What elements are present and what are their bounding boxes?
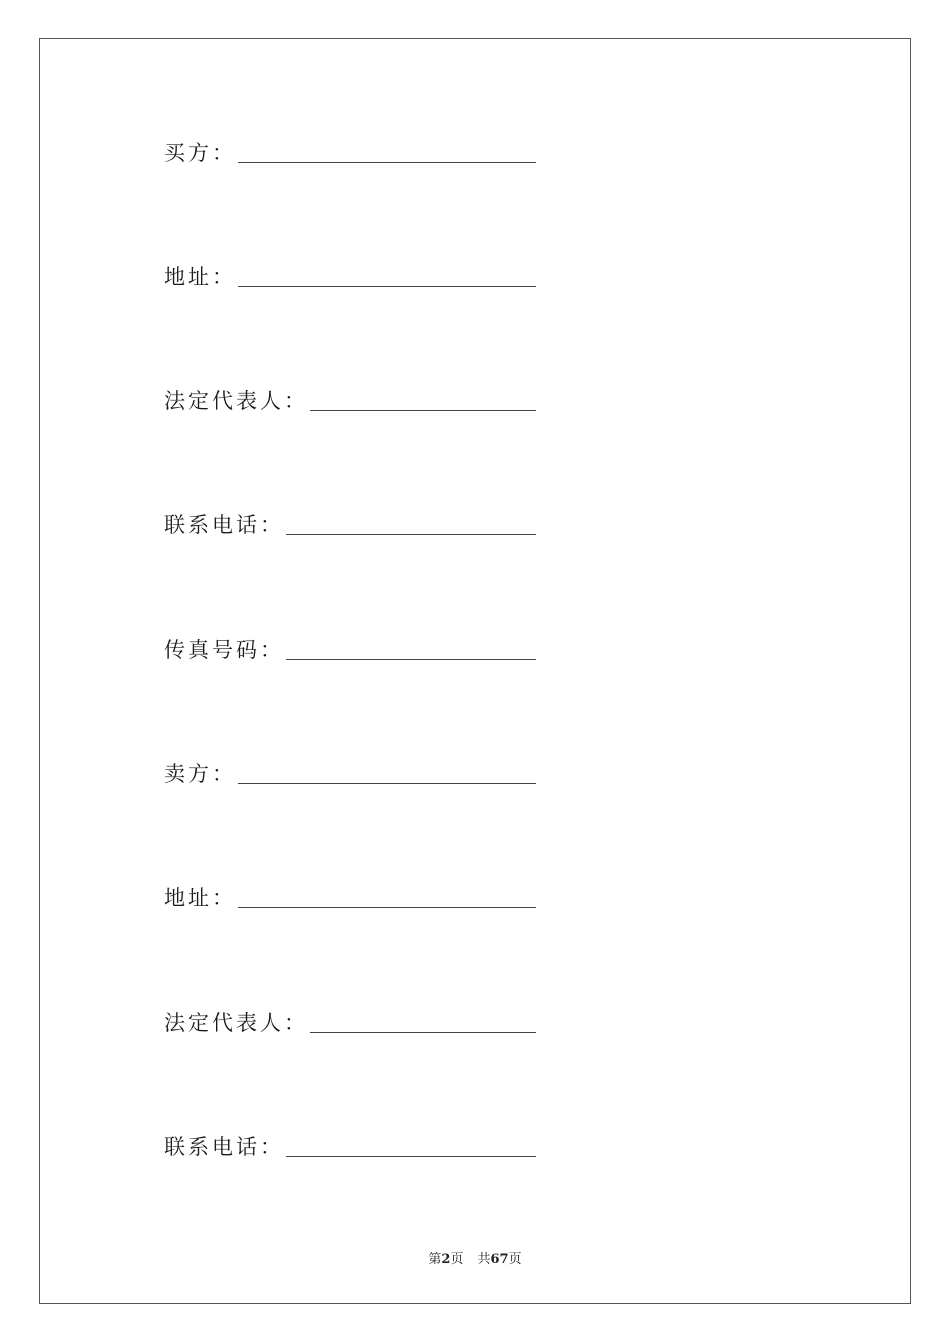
- total-prefix: 共: [477, 1252, 491, 1267]
- buyer-legal-representative-label: 法定代表人：: [164, 389, 308, 413]
- seller-address-blank-line[interactable]: [238, 907, 536, 908]
- buyer-fax-blank-line[interactable]: [286, 659, 536, 660]
- seller-legal-representative-field: [164, 1006, 536, 1036]
- page-prefix: 第: [428, 1252, 442, 1267]
- total-suffix: 页: [508, 1252, 522, 1267]
- buyer-legal-representative-blank-line[interactable]: [310, 410, 536, 411]
- page-number: 2: [441, 1252, 451, 1267]
- seller-legal-representative-label: 法定代表人：: [164, 1011, 308, 1035]
- total-pages: 67: [490, 1252, 509, 1267]
- buyer-phone-field: [164, 508, 536, 538]
- seller-label: 卖方：: [164, 762, 236, 786]
- seller-phone-label: 联系电话：: [164, 1135, 284, 1159]
- buyer-address-label: 地址：: [164, 265, 236, 289]
- page-footer: [0, 1248, 950, 1267]
- seller-address-label: 地址：: [164, 886, 236, 910]
- buyer-field: [164, 136, 536, 166]
- buyer-fax-label: 传真号码：: [164, 638, 284, 662]
- seller-blank-line[interactable]: [238, 783, 536, 784]
- buyer-address-blank-line[interactable]: [238, 286, 536, 287]
- buyer-fax-field: [164, 633, 536, 663]
- page-frame: [39, 38, 911, 1304]
- page-suffix: 页: [450, 1252, 464, 1267]
- seller-address-field: [164, 881, 536, 911]
- seller-phone-blank-line[interactable]: [286, 1156, 536, 1157]
- buyer-address-field: [164, 260, 536, 290]
- buyer-phone-blank-line[interactable]: [286, 534, 536, 535]
- seller-legal-representative-blank-line[interactable]: [310, 1032, 536, 1033]
- seller-field: [164, 757, 536, 787]
- buyer-blank-line[interactable]: [238, 162, 536, 163]
- buyer-phone-label: 联系电话：: [164, 513, 284, 537]
- seller-phone-field: [164, 1130, 536, 1160]
- buyer-legal-representative-field: [164, 384, 536, 414]
- buyer-label: 买方：: [164, 141, 236, 165]
